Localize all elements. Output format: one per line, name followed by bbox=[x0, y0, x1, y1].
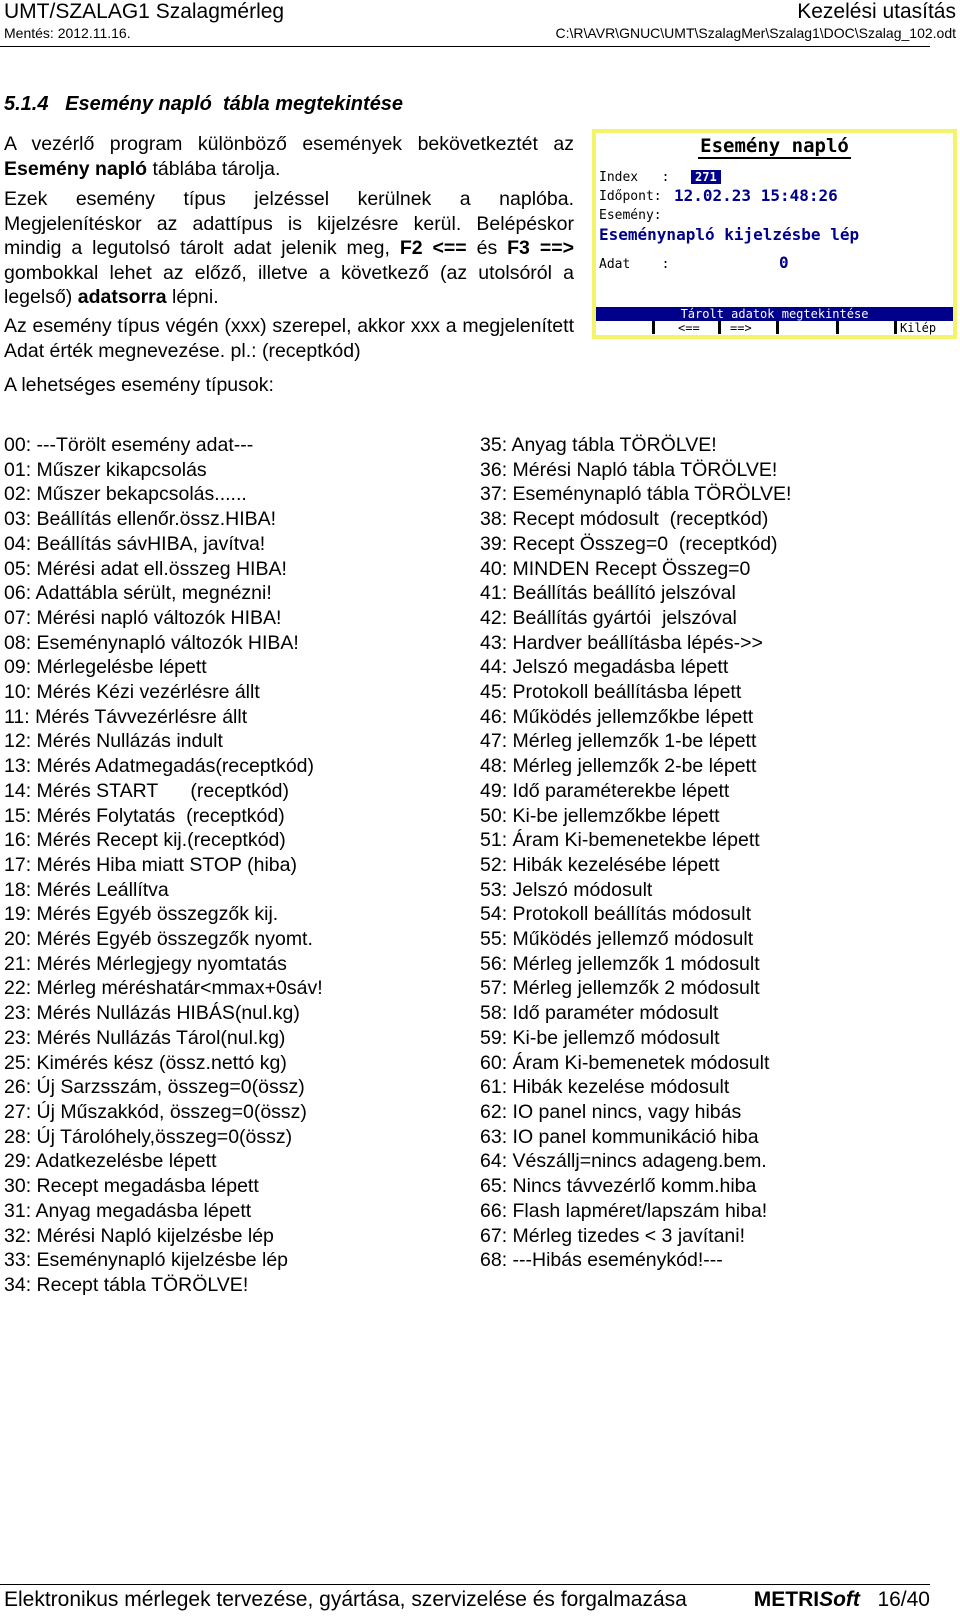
section-title: Esemény napló tábla megtekintése bbox=[65, 93, 404, 115]
list-item: 10: Mérés Kézi vezérlésre állt bbox=[4, 681, 260, 704]
section-number: 5.1.4 bbox=[4, 93, 49, 115]
list-item: 28: Új Tárolóhely,összeg=0(össz) bbox=[4, 1125, 293, 1148]
prev-key[interactable]: <== bbox=[678, 321, 700, 335]
list-item: 25: Kimérés kész (össz.nettó kg) bbox=[4, 1051, 287, 1074]
intro-p1-bold: Esemény napló bbox=[4, 157, 148, 180]
event-types-right bbox=[480, 433, 791, 1273]
list-item: 45: Protokoll beállításba lépett bbox=[480, 681, 742, 704]
list-item: 32: Mérési Napló kijelzésbe lép bbox=[4, 1224, 274, 1247]
list-item: 21: Mérés Mérlegjegy nyomtatás bbox=[4, 952, 287, 975]
screen-footer-title: Tárolt adatok megtekintése bbox=[596, 307, 953, 321]
save-date: Mentés: 2012.11.16. bbox=[4, 25, 131, 41]
footer-text: Elektronikus mérlegek tervezése, gyártása, szervizelése és forgalmazása bbox=[4, 1588, 687, 1611]
list-item: 05: Mérési adat ell.összeg HIBA! bbox=[4, 557, 287, 580]
page-number: 16/40 bbox=[877, 1588, 930, 1611]
exit-key[interactable]: Kilép bbox=[900, 321, 937, 335]
data-value: 0 bbox=[779, 253, 789, 272]
list-item: 37: Eseménynapló tábla TÖRÖLVE! bbox=[480, 483, 792, 506]
header-divider bbox=[0, 46, 930, 47]
list-item: 41: Beállítás beállító jelszóval bbox=[480, 582, 736, 605]
list-item: 36: Mérési Napló tábla TÖRÖLVE! bbox=[480, 458, 778, 481]
key-separator bbox=[836, 321, 839, 334]
list-item: 14: Mérés START (receptkód) bbox=[4, 779, 290, 802]
list-item: 09: Mérlegelésbe lépett bbox=[4, 656, 207, 679]
list-item: 60: Áram Ki-bemenetek módosult bbox=[480, 1051, 770, 1074]
doc-title: UMT/SZALAG1 Szalagmérleg bbox=[4, 0, 285, 23]
list-item: 63: IO panel kommunikáció hiba bbox=[480, 1125, 759, 1148]
list-item: 43: Hardver beállításba lépés->> bbox=[480, 631, 763, 654]
list-item: 52: Hibák kezelésébe lépett bbox=[480, 853, 720, 876]
footer-right bbox=[754, 1588, 930, 1612]
list-item: 27: Új Műszakkód, összeg=0(össz) bbox=[4, 1100, 307, 1123]
list-item: 02: Műszer bekapcsolás...... bbox=[4, 483, 247, 506]
list-item: 53: Jelszó módosult bbox=[480, 878, 653, 901]
list-item: 64: Vészállj=nincs adageng.bem. bbox=[480, 1150, 767, 1173]
intro-p2-text-2: gombokkal lehet az előző, illetve a következő (az utolsóról a legelső) bbox=[4, 237, 585, 308]
screen-title-text: Esemény napló bbox=[700, 135, 849, 157]
intro-p1-end: táblába tárolja. bbox=[147, 157, 281, 180]
list-item: 35: Anyag tábla TÖRÖLVE! bbox=[480, 434, 717, 456]
time-label: Időpont: bbox=[599, 189, 662, 204]
list-item: 51: Áram Ki-bemenetekbe lépett bbox=[480, 829, 760, 852]
intro-p2-key-f2: F2 <== bbox=[399, 237, 477, 259]
list-item: 06: Adattábla sérült, megnézni! bbox=[4, 582, 272, 605]
list-item: 04: Beállítás sávHIBA, javítva! bbox=[4, 532, 266, 555]
list-item: 62: IO panel nincs, vagy hibás bbox=[480, 1100, 742, 1123]
list-item: 12: Mérés Nullázás indult bbox=[4, 730, 223, 753]
file-path: C:\R\AVR\GNUC\UMT\SzalagMer\Szalag1\DOC\Szalag_102.odt bbox=[555, 25, 956, 41]
list-item: 68: ---Hibás eseménykód!--- bbox=[480, 1249, 723, 1272]
intro-p1-text: A vezérlő program különböző események bekövetkeztét az bbox=[4, 133, 574, 155]
event-log-display bbox=[596, 133, 953, 335]
list-item: 26: Új Sarzsszám, összeg=0(össz) bbox=[4, 1076, 305, 1099]
list-item: 23: Mérés Nullázás HIBÁS(nul.kg) bbox=[4, 1002, 300, 1025]
index-label: Index : bbox=[599, 170, 670, 185]
index-value: 271 bbox=[691, 170, 721, 184]
list-item: 59: Ki-be jellemző módosult bbox=[480, 1026, 720, 1049]
next-key[interactable]: ==> bbox=[730, 321, 752, 335]
intro-p2-key-f3: F3 ==> bbox=[507, 237, 574, 259]
page-subheader bbox=[4, 25, 956, 41]
list-item: 61: Hibák kezelése módosult bbox=[480, 1076, 730, 1099]
list-item: 20: Mérés Egyéb összegzők nyomt. bbox=[4, 928, 313, 951]
list-item: 42: Beállítás gyártói jelszóval bbox=[480, 606, 737, 629]
list-item: 49: Idő paraméterekbe lépett bbox=[480, 779, 730, 802]
list-item: 23: Mérés Nullázás Tárol(nul.kg) bbox=[4, 1026, 286, 1049]
list-item: 38: Recept módosult (receptkód) bbox=[480, 508, 769, 531]
list-item: 30: Recept megadásba lépett bbox=[4, 1175, 259, 1198]
key-separator bbox=[652, 321, 655, 334]
list-item: 65: Nincs távvezérlő komm.hiba bbox=[480, 1175, 757, 1198]
section-heading bbox=[4, 93, 403, 116]
intro-paragraph-3: Az esemény típus végén (xxx) szerepel, akkor xxx a megjelenített Adat érték megnevezése. pl.: (receptkód) bbox=[4, 315, 574, 362]
intro-p2-bold: adatsorra bbox=[77, 286, 167, 308]
intro-paragraph-2 bbox=[4, 187, 585, 310]
event-label: Esemény: bbox=[599, 208, 662, 223]
list-item: 29: Adatkezelésbe lépett bbox=[4, 1150, 217, 1173]
event-value: Eseménynapló kijelzésbe lép bbox=[599, 225, 860, 244]
list-item: 39: Recept Összeg=0 (receptkód) bbox=[480, 532, 778, 555]
list-item: 18: Mérés Leállítva bbox=[4, 878, 169, 901]
list-item: 67: Mérleg tizedes < 3 javítani! bbox=[480, 1224, 746, 1247]
key-separator bbox=[776, 321, 779, 334]
list-item: 03: Beállítás ellenőr.össz.HIBA! bbox=[4, 508, 277, 531]
key-separator bbox=[894, 321, 897, 334]
list-item: 56: Mérleg jellemzők 1 módosult bbox=[480, 952, 760, 975]
intro-p2-text: Ezek esemény típus jelzéssel kerülnek a naplóba. Megjelenítéskor az adattípus is kijelzésre kerül. Belépéskor mindig a legutolsó tárolt adat jelenik meg, bbox=[4, 188, 574, 259]
list-item: 00: ---Törölt esemény adat--- bbox=[4, 434, 254, 456]
list-item: 17: Mérés Hiba miatt STOP (hiba) bbox=[4, 853, 297, 876]
function-key-row bbox=[596, 321, 953, 335]
list-item: 22: Mérleg méréshatár<mmax+0sáv! bbox=[4, 977, 323, 1000]
list-item: 48: Mérleg jellemzők 2-be lépett bbox=[480, 755, 757, 778]
time-value: 12.02.23 15:48:26 bbox=[674, 186, 838, 205]
list-item: 34: Recept tábla TÖRÖLVE! bbox=[4, 1273, 249, 1296]
list-item: 58: Idő paraméter módosult bbox=[480, 1002, 719, 1025]
data-label: Adat : bbox=[599, 257, 670, 272]
list-item: 11: Mérés Távvezérlésre állt bbox=[4, 705, 248, 728]
list-item: 07: Mérési napló változók HIBA! bbox=[4, 606, 282, 629]
list-item: 31: Anyag megadásba lépett bbox=[4, 1199, 252, 1222]
brand-part-1: METRI bbox=[753, 1588, 820, 1611]
list-item: 50: Ki-be jellemzőkbe lépett bbox=[480, 804, 720, 827]
list-item: 15: Mérés Folytatás (receptkód) bbox=[4, 804, 285, 827]
list-item: 46: Működés jellemzőkbe lépett bbox=[480, 705, 754, 728]
intro-p2-and: és bbox=[476, 237, 508, 259]
list-item: 13: Mérés Adatmegadás(receptkód) bbox=[4, 755, 315, 778]
page-header bbox=[4, 0, 956, 24]
list-item: 57: Mérleg jellemzők 2 módosult bbox=[480, 977, 760, 1000]
list-item: 66: Flash lapméret/lapszám hiba! bbox=[480, 1199, 768, 1222]
list-item: 01: Műszer kikapcsolás bbox=[4, 458, 207, 481]
intro-p2-end: lépni. bbox=[166, 286, 219, 308]
footer-divider bbox=[0, 1584, 930, 1585]
list-item: 33: Eseménynapló kijelzésbe lép bbox=[4, 1249, 289, 1272]
company-brand bbox=[754, 1588, 860, 1611]
list-item: 44: Jelszó megadásba lépett bbox=[480, 656, 729, 679]
intro-paragraph-1 bbox=[4, 132, 574, 181]
list-item: 19: Mérés Egyéb összegzők kij. bbox=[4, 903, 279, 926]
event-log-screen bbox=[592, 129, 957, 339]
brand-part-2: Soft bbox=[819, 1588, 860, 1611]
key-separator bbox=[718, 321, 721, 334]
list-item: 55: Működés jellemző módosult bbox=[480, 928, 754, 951]
page-footer bbox=[4, 1588, 930, 1612]
intro-paragraph-4: A lehetséges esemény típusok: bbox=[4, 374, 274, 396]
doc-type: Kezelési utasítás bbox=[797, 0, 956, 23]
event-types-left bbox=[4, 433, 323, 1298]
screen-title bbox=[596, 135, 953, 157]
list-item: 47: Mérleg jellemzők 1-be lépett bbox=[480, 730, 757, 753]
list-item: 40: MINDEN Recept Összeg=0 bbox=[480, 557, 751, 580]
list-item: 16: Mérés Recept kij.(receptkód) bbox=[4, 829, 286, 852]
list-item: 08: Eseménynapló változók HIBA! bbox=[4, 631, 299, 654]
list-item: 54: Protokoll beállítás módosult bbox=[480, 903, 751, 926]
